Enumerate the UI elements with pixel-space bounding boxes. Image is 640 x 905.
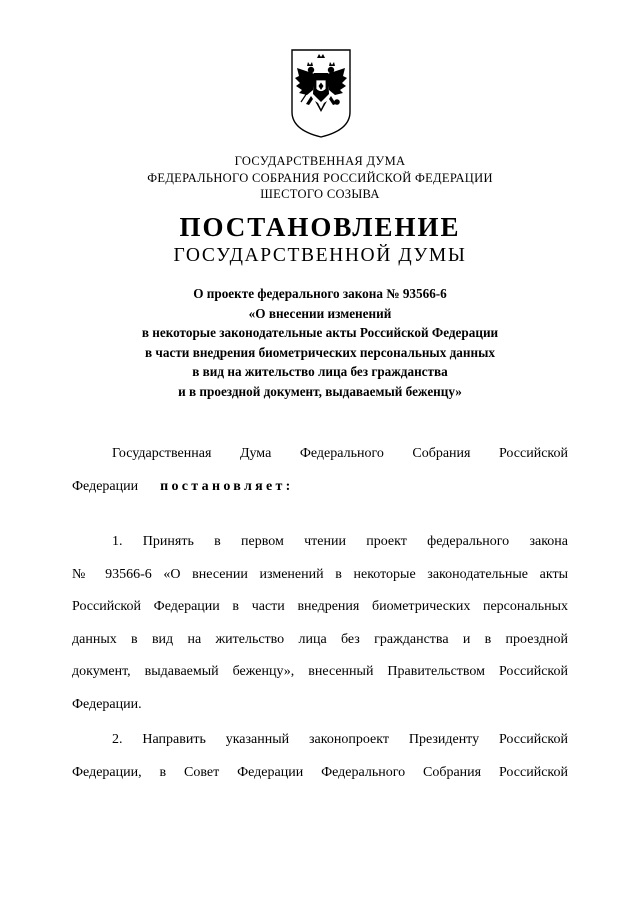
organization-header [0,153,640,203]
item-1-line: Российской Федерации в части внедрения биометрических персональных [72,599,568,615]
document-subtitle: ГОСУДАРСТВЕННОЙ ДУМЫ [173,245,467,266]
item-2-paragraph [72,724,568,789]
coat-of-arms-emblem [289,46,353,140]
org-line-1: ГОСУДАРСТВЕННАЯ ДУМА [234,154,406,168]
heading-line: О проекте федерального закона № 93566-6 [193,286,447,301]
intro-line-2 [72,471,568,504]
resolves-word: постановляет: [160,478,294,494]
heading-line: в некоторые законодательные акты Российской Федерации [141,325,499,341]
heading-line: в вид на жительство лица без гражданства [192,364,448,380]
item-2-line: 2. Направить указанный законопроект Президенту Российской [112,732,568,747]
intro-paragraph [72,438,568,503]
org-line-3: ШЕСТОГО СОЗЫВА [260,187,380,201]
item-1-paragraph [72,526,568,722]
item-1-line: 1. Принять в первом чтении проект федерального закона [112,534,568,549]
heading-line: в части внедрения биометрических персональных данных [145,344,495,360]
document-title: ПОСТАНОВЛЕНИЕ [179,212,461,242]
item-1-line: данных в вид на жительство лица без гражданства и в проездной [72,631,568,647]
org-line-2: ФЕДЕРАЛЬНОГО СОБРАНИЯ РОССИЙСКОЙ ФЕДЕРАЦИИ [147,170,493,185]
item-1-line: документ, выдаваемый беженцу», внесенный Правительством Российской [72,664,568,680]
heading-line: и в проездной документ, выдаваемый беженцу» [178,383,462,399]
bill-heading [0,284,640,402]
item-1-line: № 93566-6 «О внесении изменений в некоторые законодательные акты [72,566,568,582]
item-1-line: Федерации. [72,696,142,712]
heading-line: «О внесении изменений [248,305,392,321]
item-2-line: Федерации, в Совет Федерации Федерального Собрания Российской [72,764,568,780]
intro-line-1: Государственная Дума Федерального Собрания Российской [112,446,568,461]
intro-federation: Федерации [72,478,139,494]
